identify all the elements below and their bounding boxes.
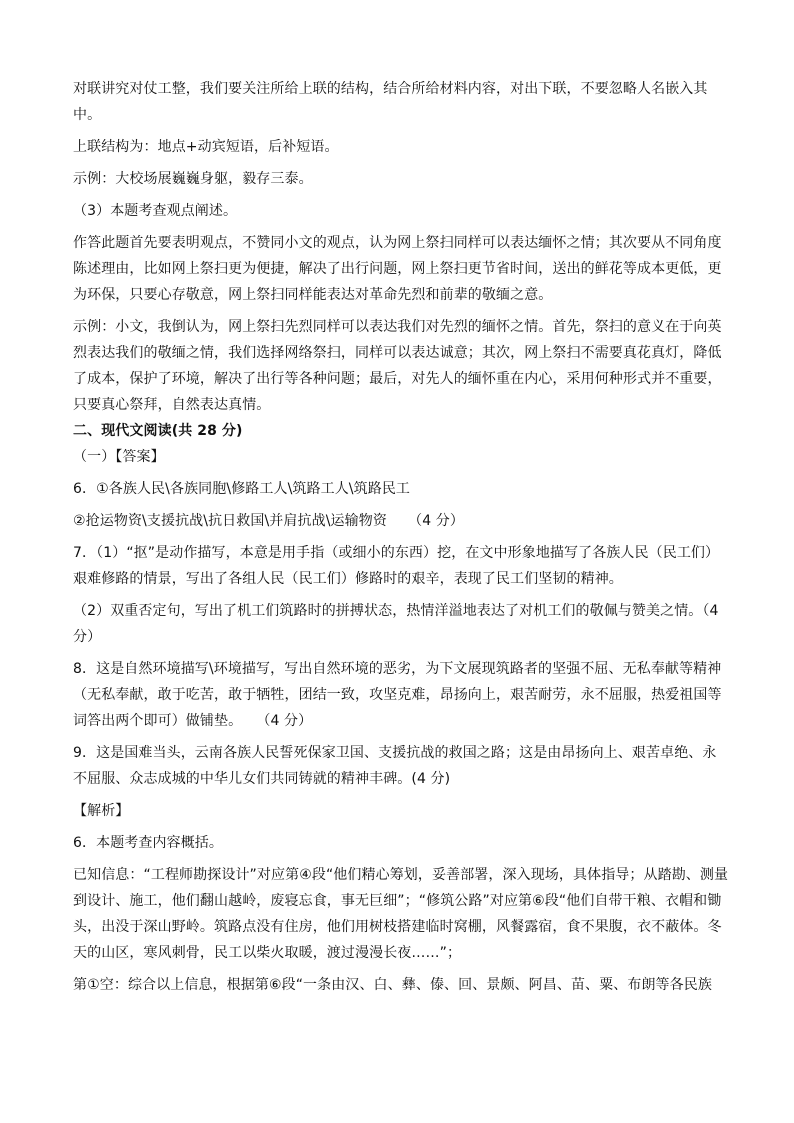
document-page — [73, 76, 729, 998]
text-line: 6．①各族人民\各族同胞\修路工人\筑路工人\筑路民工 — [73, 481, 411, 497]
text-line: 6．本题考查内容概括。 — [73, 835, 224, 851]
text-line: ②抢运物资\支援抗战\抗日救国\并肩抗战\运输物资 （4 分） — [73, 513, 464, 529]
text-line: （3）本题考查观点阐述。 — [73, 203, 238, 219]
text-paragraph: 8．这是自然环境描写\环境描写，写出自然环境的恶劣，为下文展现筑路者的坚强不屈、无私奉献等精神（无私奉献，敢于吃苦，敢于牺牲，团结一致，攻坚克难，昂扬向上，艰苦耐劳，永不屈服，热爱祖国等词答出两个即可）做铺垫。 （4 分） — [73, 661, 722, 729]
text-paragraph: 已知信息：“工程师勘探设计”对应第④段“他们精心筹划，妥善部署，深入现场，具体指导；从踏勘、测量到设计、施工，他们翻山越岭，废寝忘食，事无巨细”；“修筑公路”对应第⑥段“他们自带干粮、衣帽和锄头，出没于深山野岭。筑路点没有住房，他们用树枝搭建临时窝棚，风餐露宿，食不果腹，衣不蔽体。冬天的山区，寒风刺骨，民工以柴火取暖，渡过漫漫长夜……”； — [73, 867, 729, 961]
text-line: 【解析】 — [73, 803, 130, 819]
text-paragraph: 7．（1）“抠”是动作描写，本意是用手指（或细小的东西）挖，在文中形象地描写了各族人民（民工们）艰难修路的情景，写出了各组人民（民工们）修路时的艰辛，表现了民工们坚韧的精神。 — [73, 545, 720, 587]
section-heading: 二、现代文阅读(共 28 分) — [73, 423, 243, 439]
text-line: 上联结构为：地点+动宾短语，后补短语。 — [73, 139, 339, 155]
text-paragraph: 作答此题首先要表明观点，不赞同小文的观点，认为网上祭扫同样可以表达缅怀之情；其次要从不同角度陈述理由，比如网上祭扫更为便捷，解决了出行问题，网上祭扫更节省时间，送出的鲜花等成本更低，更为环保，只要心存敬意，网上祭扫同样能表达对革命先烈和前辈的敬缅之意。 — [73, 235, 722, 303]
text-line: 第①空：综合以上信息，根据第⑥段“一条由汉、白、彝、傣、回、景颇、阿昌、苗、粟、布朗等各民族 — [73, 977, 712, 993]
text-line: 示例：大校场展巍巍身躯，毅存三泰。 — [73, 171, 313, 187]
text-line: （一）【答案】 — [73, 449, 165, 465]
text-paragraph: （2）双重否定句，写出了机工们筑路时的拼搏状态，热情洋溢地表达了对机工们的敬佩与赞美之情。（4 分） — [73, 603, 719, 645]
text-paragraph: 示例：小文，我倒认为，网上祭扫先烈同样可以表达我们对先烈的缅怀之情。首先，祭扫的意义在于向英烈表达我们的敬缅之情，我们选择网络祭扫，同样可以表达诚意；其次，网上祭扫不需要真花真灯，降低了成本，保护了环境，解决了出行等各种问题；最后，对先人的缅怀重在内心，采用何种形式并不重要，只要真心祭拜，自然表达真情。 — [73, 319, 722, 413]
text-paragraph: 9．这是国难当头，云南各族人民誓死保家卫国、支援抗战的救国之路；这是由昂扬向上、艰苦卓绝、永不屈服、众志成城的中华儿女们共同铸就的精神丰碑。(4 分) — [73, 745, 717, 787]
text-line: 对联讲究对仗工整，我们要关注所给上联的结构，结合所给材料内容，对出下联，不要忽略人名嵌入其中。 — [73, 81, 708, 123]
